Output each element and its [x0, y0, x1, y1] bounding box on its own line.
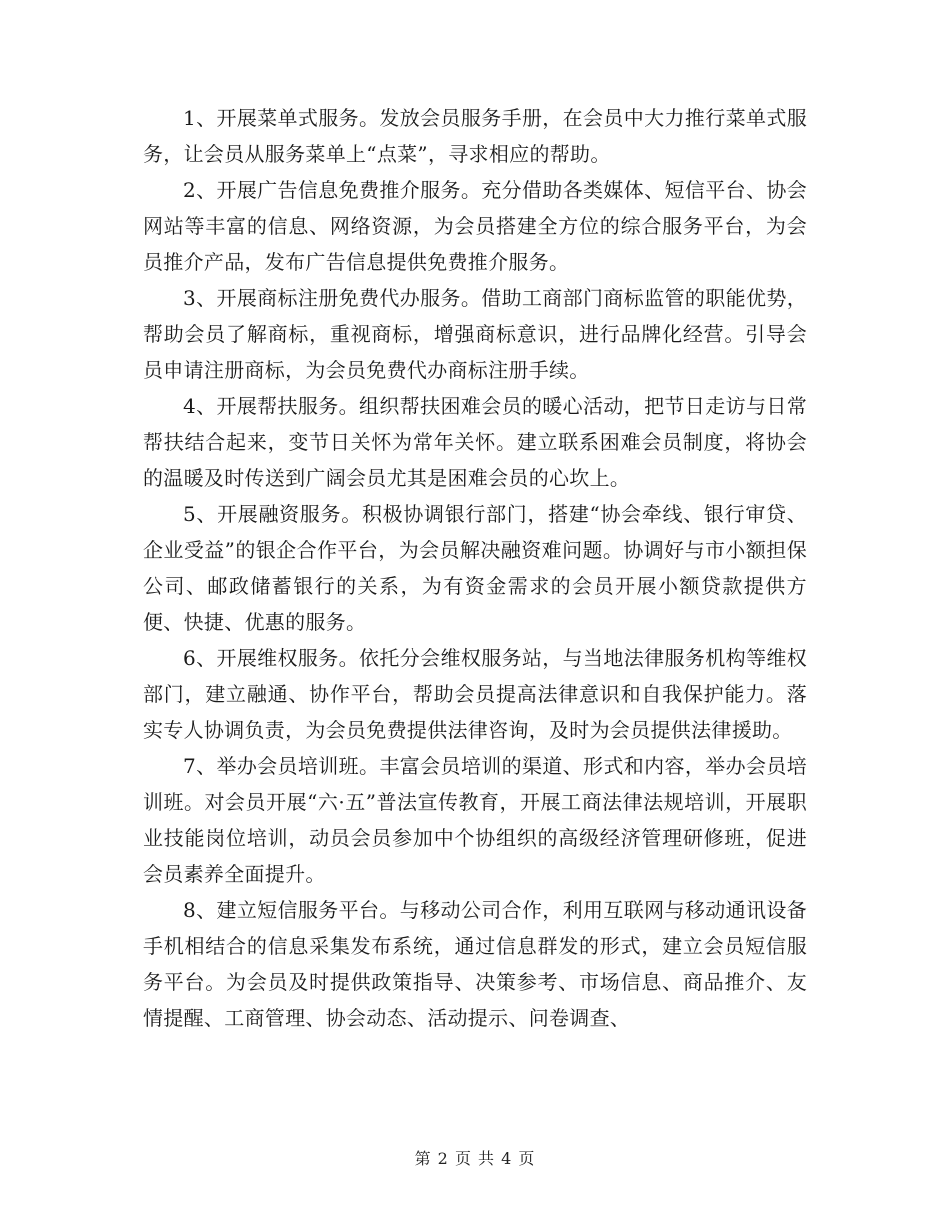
paragraph-5: 5、开展融资服务。积极协调银行部门，搭建“协会牵线、银行审贷、企业受益”的银企合作平台，为会员解决融资难问题。协调好与市小额担保公司、邮政储蓄银行的关系，为有资金需求的会员开展小额贷款提供方便、快捷、优惠的服务。: [143, 502, 807, 634]
document-body: [143, 100, 807, 1036]
paragraph-7: 7、举办会员培训班。丰富会员培训的渠道、形式和内容，举办会员培训班。对会员开展“六·五”普法宣传教育，开展工商法律法规培训，开展职业技能岗位培训，动员会员参加中个协组织的高级经济管理研修班，促进会员素养全面提升。: [143, 754, 807, 886]
paragraph-2: 2、开展广告信息免费推介服务。充分借助各类媒体、短信平台、协会网站等丰富的信息、网络资源，为会员搭建全方位的综合服务平台，为会员推介产品，发布广告信息提供免费推介服务。: [143, 178, 807, 274]
paragraph-8: 8、建立短信服务平台。与移动公司合作，利用互联网与移动通讯设备手机相结合的信息采集发布系统，通过信息群发的形式，建立会员短信服务平台。为会员及时提供政策指导、决策参考、市场信息、商品推介、友情提醒、工商管理、协会动态、活动提示、问卷调查、: [143, 898, 807, 1030]
paragraph-3: 3、开展商标注册免费代办服务。借助工商部门商标监管的职能优势，帮助会员了解商标，重视商标，增强商标意识，进行品牌化经营。引导会员申请注册商标，为会员免费代办商标注册手续。: [143, 286, 807, 382]
paragraph-4: 4、开展帮扶服务。组织帮扶困难会员的暖心活动，把节日走访与日常帮扶结合起来，变节日关怀为常年关怀。建立联系困难会员制度，将协会的温暖及时传送到广阔会员尤其是困难会员的心坎上。: [143, 394, 807, 490]
paragraph-6: 6、开展维权服务。依托分会维权服务站，与当地法律服务机构等维权部门，建立融通、协作平台，帮助会员提高法律意识和自我保护能力。落实专人协调负责，为会员免费提供法律咨询，及时为会员提供法律援助。: [143, 646, 807, 742]
page-number-footer: 第 2 页 共 4 页: [414, 1149, 536, 1168]
paragraph-1: 1、开展菜单式服务。发放会员服务手册，在会员中大力推行菜单式服务，让会员从服务菜单上“点菜”，寻求相应的帮助。: [143, 106, 807, 166]
